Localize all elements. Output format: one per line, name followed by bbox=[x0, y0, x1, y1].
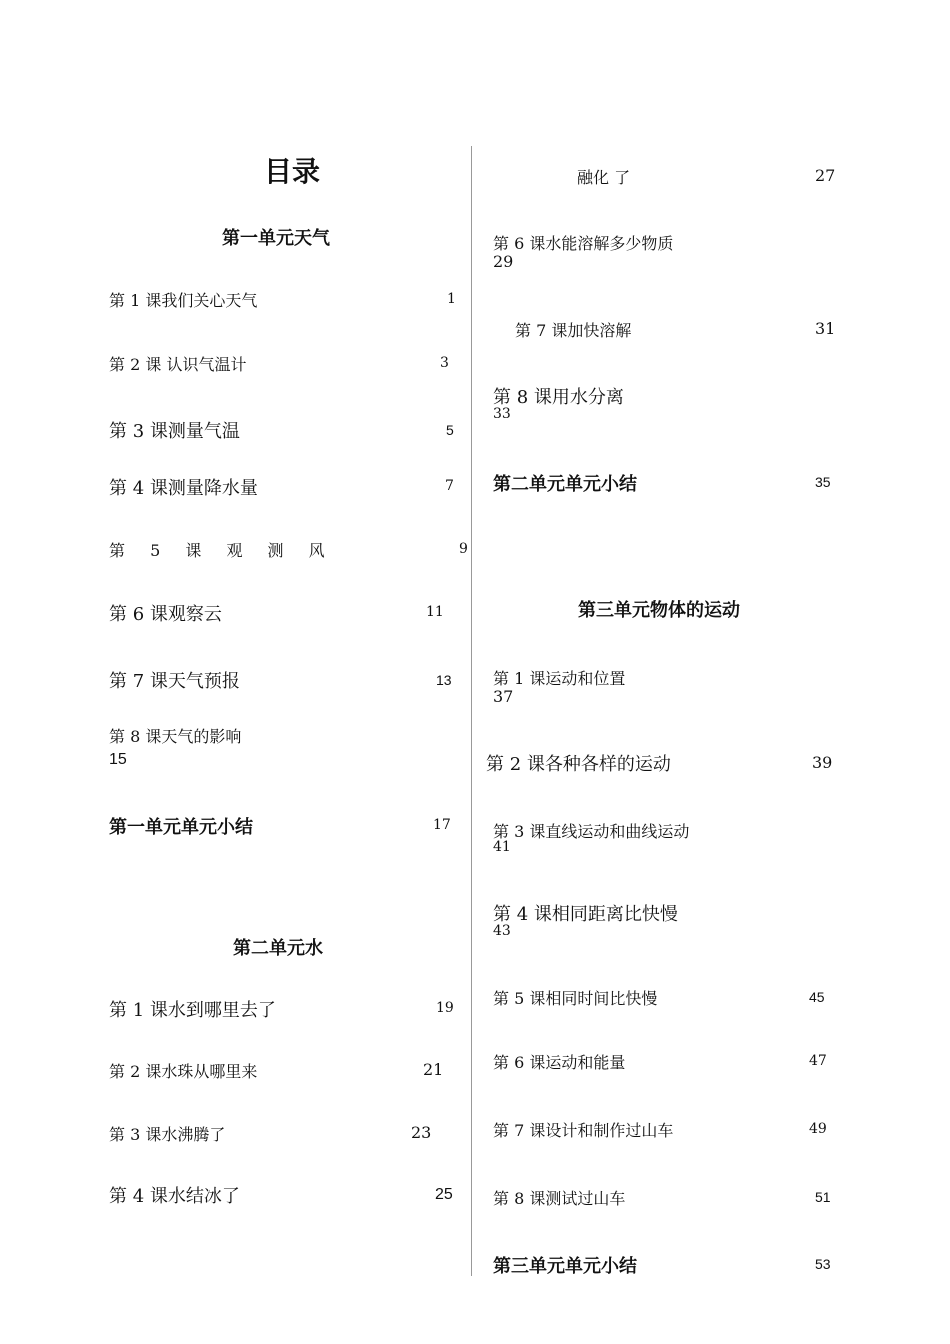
toc-item-label[interactable]: 第 8 课用水分离 bbox=[493, 387, 624, 408]
unit1-summary-label[interactable]: 第一单元单元小结 bbox=[109, 817, 253, 837]
toc-item-label[interactable]: 第 6 课运动和能量 bbox=[493, 1053, 626, 1072]
toc-item-page: 13 bbox=[436, 672, 452, 688]
toc-item-label[interactable]: 第 3 课测量气温 bbox=[109, 421, 240, 442]
toc-item-page: 49 bbox=[809, 1121, 827, 1137]
toc-item-label[interactable]: 第 6 课观察云 bbox=[109, 604, 222, 625]
toc-item-page: 37 bbox=[493, 687, 514, 706]
toc-item-page: 43 bbox=[493, 923, 511, 939]
toc-item-page: 35 bbox=[815, 474, 831, 490]
toc-item-label[interactable]: 第 7 课天气预报 bbox=[109, 671, 240, 692]
toc-item-page: 3 bbox=[440, 355, 449, 371]
toc-item-label[interactable]: 第 2 课各种各样的运动 bbox=[486, 754, 671, 775]
toc-item-page: 45 bbox=[809, 989, 825, 1005]
toc-item-label[interactable]: 第 1 课我们关心天气 bbox=[109, 291, 258, 310]
toc-item-label[interactable]: 第 2 课 认识气温计 bbox=[109, 355, 247, 374]
toc-item-page: 15 bbox=[109, 751, 127, 768]
toc-item-page: 21 bbox=[423, 1060, 444, 1079]
toc-item-page: 23 bbox=[411, 1123, 432, 1142]
toc-item-page: 9 bbox=[459, 541, 468, 557]
toc-item-page: 53 bbox=[815, 1256, 831, 1272]
toc-item-label[interactable]: 第 6 课水能溶解多少物质 bbox=[493, 234, 674, 253]
toc-item-page: 7 bbox=[445, 478, 454, 494]
toc-item-page: 25 bbox=[435, 1186, 453, 1203]
toc-item-label[interactable]: 第 4 课测量降水量 bbox=[109, 478, 258, 499]
toc-item-page: 11 bbox=[426, 604, 444, 620]
toc-item-label[interactable]: 第 1 课水到哪里去了 bbox=[109, 1000, 276, 1021]
toc-item-page: 33 bbox=[493, 406, 511, 422]
toc-item-page: 39 bbox=[812, 753, 833, 772]
toc-item-page: 51 bbox=[815, 1189, 831, 1205]
toc-item-label[interactable]: 第 8 课天气的影响 bbox=[109, 727, 242, 746]
toc-item-label[interactable]: 第 7 课加快溶解 bbox=[515, 321, 632, 340]
toc-item-label[interactable]: 第 1 课运动和位置 bbox=[493, 669, 626, 688]
toc-item-label[interactable]: 第 4 课水结冰了 bbox=[109, 1186, 240, 1207]
toc-item-label[interactable]: 第 8 课测试过山车 bbox=[493, 1189, 626, 1208]
toc-item-page: 47 bbox=[809, 1053, 827, 1069]
column-divider bbox=[471, 146, 472, 1276]
toc-item-page: 1 bbox=[447, 291, 456, 307]
toc-item-label[interactable]: 融化 了 bbox=[577, 168, 631, 187]
toc-item-label[interactable]: 第 5 课 观 测 风 bbox=[109, 541, 335, 560]
unit3-summary-label[interactable]: 第三单元单元小结 bbox=[493, 1256, 637, 1276]
unit2-summary-label[interactable]: 第二单元单元小结 bbox=[493, 474, 637, 494]
toc-item-label[interactable]: 第 5 课相同时间比快慢 bbox=[493, 989, 658, 1008]
unit1-heading: 第一单元天气 bbox=[222, 228, 330, 248]
toc-item-label[interactable]: 第 3 课直线运动和曲线运动 bbox=[493, 822, 690, 841]
toc-item-page: 17 bbox=[433, 817, 451, 833]
toc-item-label[interactable]: 第 7 课设计和制作过山车 bbox=[493, 1121, 674, 1140]
toc-item-label[interactable]: 第 2 课水珠从哪里来 bbox=[109, 1062, 258, 1081]
toc-item-page: 41 bbox=[493, 839, 511, 855]
toc-item-page: 5 bbox=[446, 422, 454, 438]
toc-item-page: 29 bbox=[493, 252, 514, 271]
toc-item-page: 31 bbox=[815, 319, 836, 338]
unit3-heading: 第三单元物体的运动 bbox=[578, 600, 740, 620]
toc-item-label[interactable]: 第 3 课水沸腾了 bbox=[109, 1125, 226, 1144]
toc-item-label[interactable]: 第 4 课相同距离比快慢 bbox=[493, 904, 678, 925]
toc-item-page: 27 bbox=[815, 166, 836, 185]
toc-item-page: 19 bbox=[436, 1000, 454, 1016]
page-title: 目录 bbox=[264, 156, 321, 187]
unit2-heading: 第二单元水 bbox=[233, 938, 323, 958]
